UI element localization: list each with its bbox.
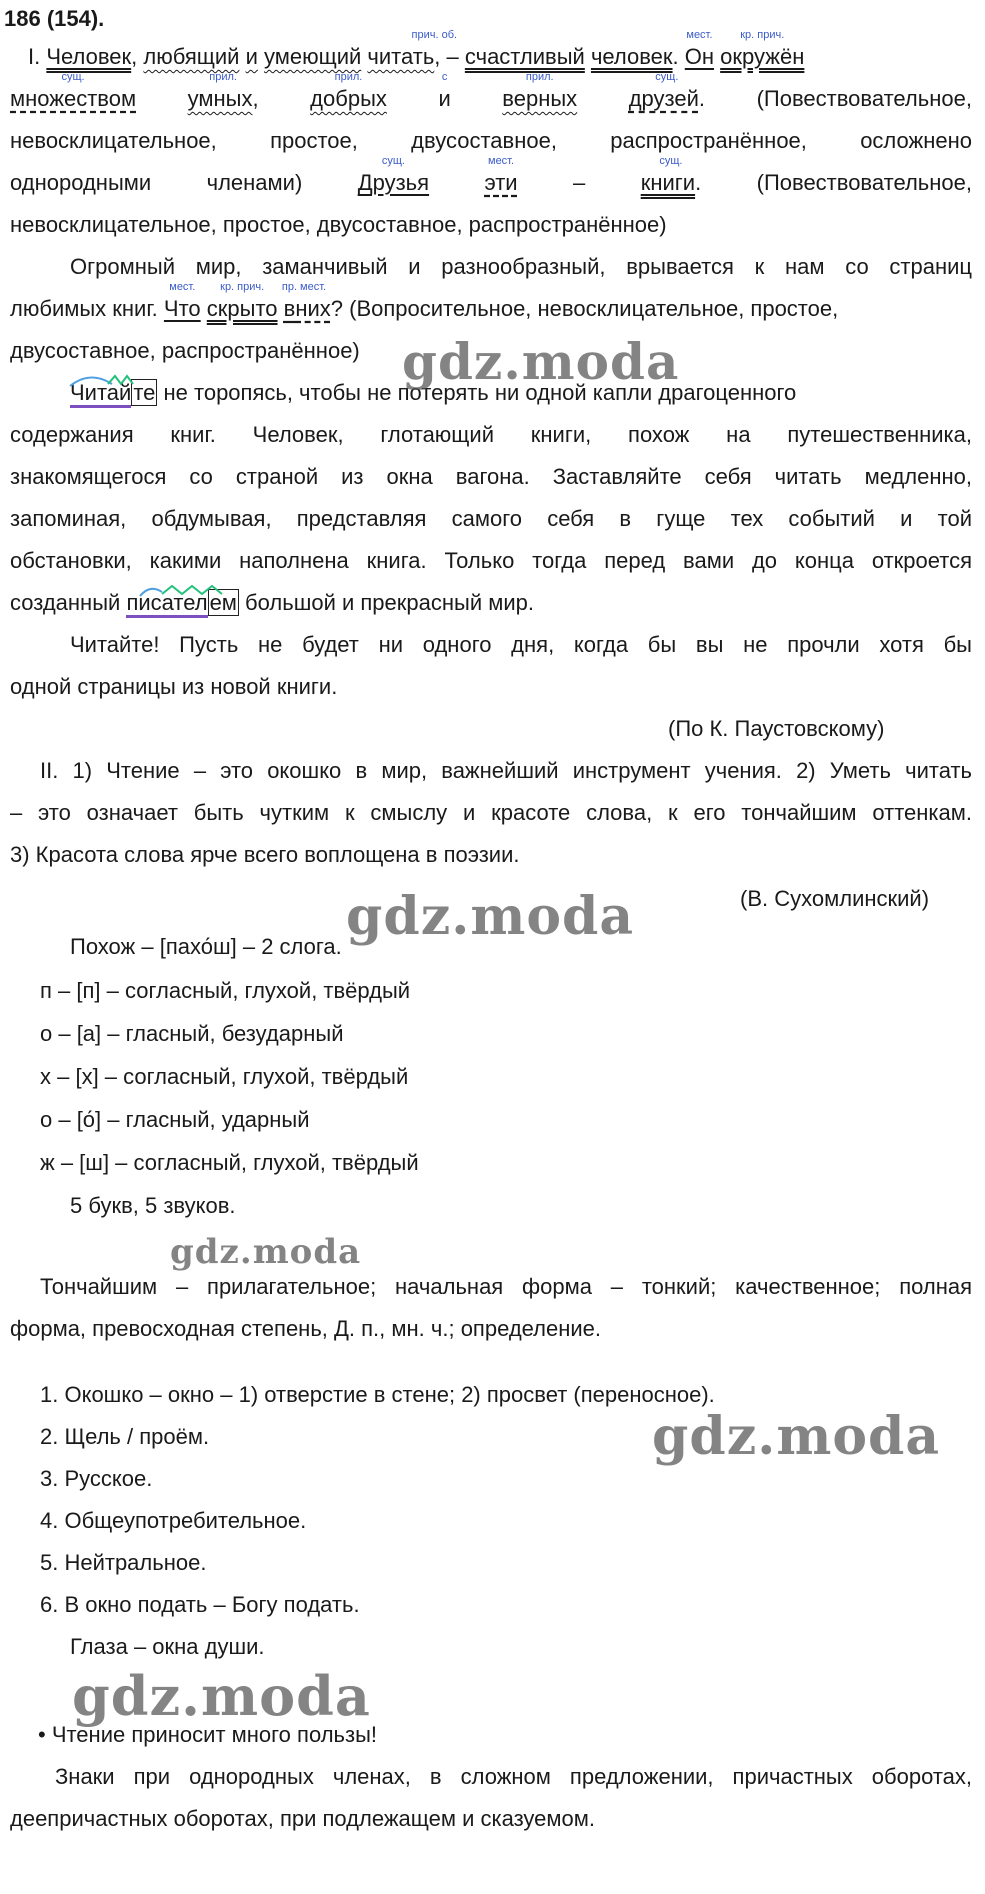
label-pr: пр.	[281, 281, 298, 293]
word-root-pisatel: писател	[126, 590, 207, 618]
morph-line1: Тончайшим – прилагательное; начальная форма – тонкий; качественное; полная	[40, 1274, 972, 1299]
morpheme-markup-pisatelem	[138, 582, 248, 598]
proverb: Глаза – окна души.	[70, 1634, 265, 1659]
participle-phrase	[143, 29, 458, 70]
word-druzey: друзей	[628, 86, 699, 111]
word-vernyh: верных	[502, 86, 578, 111]
section1-line3: невосклицательное, простое, двусоставное, распространённое, осложнено	[10, 128, 972, 153]
word-dobryh: добрых	[310, 86, 387, 111]
para3-line5: обстановки, какими наполнена книга. Только тогда перед вами до конца откроется	[10, 548, 972, 573]
word-chitat: читать	[367, 44, 435, 69]
word-druzya: Друзья	[357, 170, 430, 195]
phonetic-row: ж – [ш] – согласный, глухой, твёрдый	[40, 1150, 419, 1175]
label-mest-2: мест.	[488, 155, 515, 167]
label-pril-2: прил.	[334, 71, 363, 83]
annotated-druzya	[357, 155, 430, 196]
word-ending-te: те	[133, 380, 156, 405]
sentence-characteristic-2: (Повествовательное,	[756, 170, 972, 195]
annotated-umnyh: прил. умных,	[187, 71, 259, 111]
text-bolshoy-mir: большой и прекрасный мир.	[238, 590, 534, 615]
word-umnyh: умных	[187, 86, 253, 111]
annotated-okruzhyon	[720, 29, 805, 70]
annotated-dobryh	[310, 71, 387, 112]
word-eti: эти	[484, 170, 518, 195]
annotated-vernyh	[502, 71, 578, 112]
watermark: gdz.moda	[346, 886, 635, 947]
word-chelovek2: человек	[590, 44, 673, 69]
para3-line6	[10, 590, 534, 616]
para2-line1: Огромный мир, заманчивый и разнообразный, врывается к нам со страниц	[70, 254, 972, 279]
para3-line3: знакомящегося со страной из окна вагона. Заставляйте себя читать медленно,	[10, 464, 972, 489]
word-nih: них	[295, 296, 331, 321]
para3-line4: запоминая, обдумывая, представляя самого себя в гуще тех событий и той	[10, 506, 972, 531]
phonetic-header: Похож – [пахо́ш] – 2 слога.	[70, 934, 342, 959]
section1-line5: невосклицательное, простое, двусоставное, распространённое)	[10, 212, 667, 237]
watermark: gdz.moda	[402, 332, 680, 391]
word-chelovek: Человек	[46, 44, 132, 69]
annotated-v	[281, 281, 298, 322]
annotated-knigi: сущ. книги.	[640, 155, 702, 195]
word-chto: Что	[163, 296, 201, 321]
watermark: gdz.moda	[72, 1664, 371, 1728]
text-question-tail: ? (Вопросительное, невосклицательное, простое,	[330, 296, 839, 321]
section1-line1: I. Человек, прич. об. любящий и умеющий читать, – счастливый человек. мест. Он кр. прич. окружён	[28, 29, 805, 69]
para3-line2: содержания книг. Человек, глотающий книги, похож на путешественника,	[10, 422, 972, 447]
word-v: в	[283, 296, 296, 321]
list-item: 4. Общеупотребительное.	[40, 1508, 307, 1533]
word-umeyushchiy: умеющий	[263, 44, 362, 69]
word-skryto: скрыто	[206, 296, 278, 321]
label-kr-prich-2: кр. прич.	[220, 281, 265, 293]
label-kr-prich: кр. прич.	[740, 29, 785, 41]
label-pril: прил.	[209, 71, 237, 83]
morph-line2: форма, превосходная степень, Д. п., мн. ч.; определение.	[10, 1316, 602, 1341]
word-mnozhestvom: множеством	[10, 86, 137, 111]
final-line2: деепричастных оборотах, при подлежащем и сказуемом.	[10, 1806, 596, 1831]
annotated-skryto	[206, 281, 278, 322]
section2-line3: 3) Красота слова ярче всего воплощена в поэзии.	[10, 842, 520, 867]
phonetic-row: х – [х] – согласный, глухой, твёрдый	[40, 1064, 409, 1089]
annotated-nih	[295, 281, 331, 322]
word-ending-em: ем	[209, 590, 237, 615]
para2-line2	[10, 281, 839, 322]
text-lyubimyh: любимых книг.	[10, 296, 158, 321]
label-mest-4: мест.	[300, 281, 327, 293]
word-chlenami: членами)	[206, 170, 303, 195]
exercise-number: 186 (154).	[4, 6, 105, 31]
source-paustovsky: (По К. Паустовскому)	[668, 716, 885, 741]
word-schastlivyy: счастливый	[464, 44, 585, 69]
para4-line1: Читайте! Пусть не будет ни одного дня, когда бы вы не прочли хотя бы	[70, 632, 972, 657]
annotated-chto	[163, 281, 201, 322]
watermark: gdz.moda	[170, 1232, 362, 1272]
annotated-on	[684, 29, 715, 70]
section1-line2	[10, 71, 972, 112]
source-sukhomlinsky: (В. Сухомлинский)	[740, 886, 930, 911]
watermark: gdz.moda	[652, 1406, 941, 1467]
label-sush-4: сущ.	[659, 155, 683, 167]
section2-line2: – это означает быть чутким к смыслу и красоте слова, к его тончайшим оттенкам.	[10, 800, 972, 825]
word-knigi: книги	[640, 170, 696, 195]
label-mest: мест.	[686, 29, 713, 41]
text-ne-toropyas: не торопясь, чтобы не потерять ни одной капли драгоценного	[157, 380, 797, 405]
para4-line2: одной страницы из новой книги.	[10, 674, 338, 699]
roman-numeral: I.	[28, 44, 41, 69]
list-item: 2. Щель / проём.	[40, 1424, 210, 1449]
list-item: 3. Русское.	[40, 1466, 153, 1491]
phonetic-row: о – [а] – гласный, безударный	[40, 1021, 344, 1046]
sentence-characteristic: (Повествовательное,	[756, 86, 972, 111]
word-odnorodnymi: однородными	[10, 170, 152, 195]
list-item: 5. Нейтральное.	[40, 1550, 207, 1575]
final-line1: Знаки при однородных членах, в сложном предложении, причастных оборотах,	[55, 1764, 972, 1789]
label-s: с	[441, 71, 448, 83]
word-lyubyashchiy: любящий	[143, 44, 240, 69]
annotated-druzey: сущ. друзей.	[628, 71, 706, 111]
dash: –	[573, 170, 586, 195]
label-sush-3: сущ.	[381, 155, 405, 167]
section2-line1: II. 1) Чтение – это окошко в мир, важнейший инструмент учения. 2) Уметь читать	[40, 758, 972, 783]
label-pril-3: прил.	[525, 71, 554, 83]
phonetic-row: о – [о́] – гласный, ударный	[40, 1107, 310, 1132]
word-root-chitai: Читай	[70, 380, 131, 408]
word-i: и	[245, 44, 258, 69]
list-item: 6. В окно подать – Богу подать.	[40, 1592, 360, 1617]
word-on: Он	[684, 44, 715, 69]
phonetic-row: п – [п] – согласный, глухой, твёрдый	[40, 978, 411, 1003]
annotated-i	[438, 71, 451, 112]
label-sush-2: сущ.	[655, 71, 679, 83]
annotated-eti	[484, 155, 518, 196]
annotated-mnozhestvom	[10, 71, 137, 112]
para2-line3: двусоставное, распространённое)	[10, 338, 360, 363]
label-prich-ob: прич. об.	[411, 29, 458, 41]
word-i2: и	[438, 86, 451, 111]
word-okruzhyon: окружён	[720, 44, 805, 69]
label-sush: сущ.	[61, 71, 85, 83]
section1-line4	[10, 155, 972, 196]
list-item: 1. Окошко – окно – 1) отверстие в стене; 2) просвет (переносное).	[40, 1382, 715, 1407]
text-sozdannyy: созданный	[10, 590, 127, 615]
morpheme-markup-chitaite	[68, 372, 138, 388]
label-mest-3: мест.	[169, 281, 196, 293]
phonetic-summary: 5 букв, 5 звуков.	[70, 1193, 236, 1218]
bullet-point: • Чтение приносит много пользы!	[38, 1722, 378, 1747]
